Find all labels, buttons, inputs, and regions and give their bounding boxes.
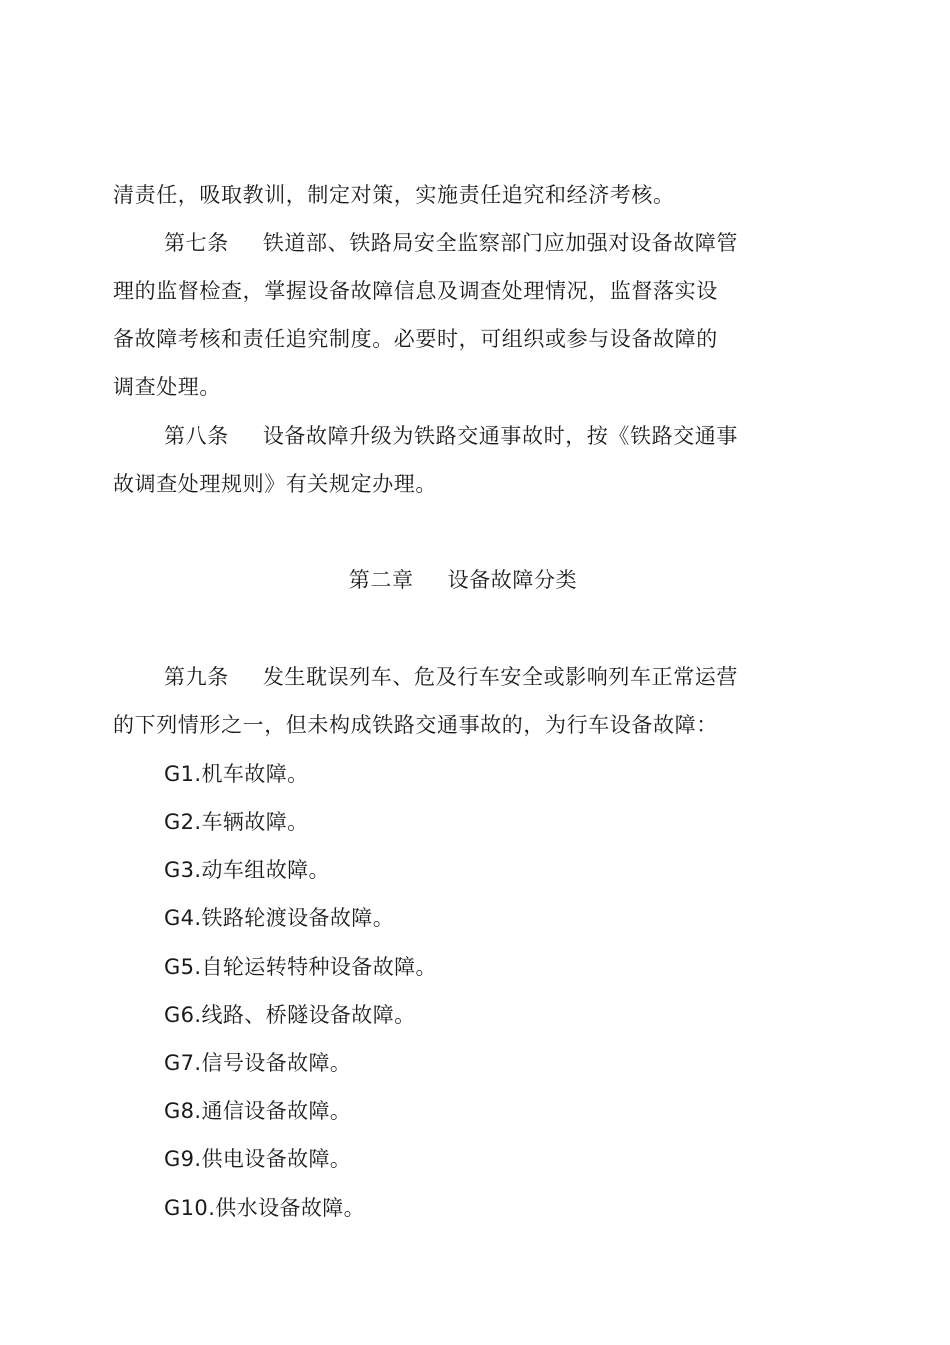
list-item: G10.供水设备故障。	[164, 1196, 366, 1220]
list-item: G2.车辆故障。	[164, 810, 309, 834]
article-9-label: 第九条	[164, 665, 229, 689]
list-item: G9.供电设备故障。	[164, 1147, 352, 1171]
article-7-line-2: 理的监督检查，掌握设备故障信息及调查处理情况，监督落实设	[113, 279, 718, 303]
article-9-line-1	[164, 663, 738, 691]
list-item: G8.通信设备故障。	[164, 1099, 352, 1123]
paragraph-continuation: 清责任，吸取教训，制定对策，实施责任追究和经济考核。	[113, 183, 675, 207]
list-item: G6.线路、桥隧设备故障。	[164, 1003, 416, 1027]
article-7-label: 第七条	[164, 231, 229, 255]
article-8-line-2: 故调查处理规则》有关规定办理。	[113, 472, 437, 496]
article-9-text-1: 发生耽误列车、危及行车安全或影响列车正常运营	[262, 665, 739, 689]
chapter-label: 第二章	[348, 568, 414, 592]
list-item: G4.铁路轮渡设备故障。	[164, 906, 395, 930]
article-8-line-1	[164, 422, 738, 450]
article-7-text-1: 铁道部、铁路局安全监察部门应加强对设备故障管	[262, 231, 739, 255]
list-item: G5.自轮运转特种设备故障。	[164, 955, 437, 979]
article-8-text-1: 设备故障升级为铁路交通事故时，按《铁路交通事	[262, 424, 739, 448]
article-7-line-1	[164, 229, 738, 257]
article-7-line-4: 调查处理。	[113, 375, 221, 399]
chapter-title: 设备故障分类	[447, 568, 578, 592]
list-item: G3.动车组故障。	[164, 858, 330, 882]
list-item: G7.信号设备故障。	[164, 1051, 352, 1075]
article-9-line-2: 的下列情形之一，但未构成铁路交通事故的，为行车设备故障：	[113, 713, 718, 737]
chapter-heading	[0, 566, 926, 594]
article-8-label: 第八条	[164, 424, 229, 448]
article-7-line-3: 备故障考核和责任追究制度。必要时，可组织或参与设备故障的	[113, 327, 718, 351]
list-item: G1.机车故障。	[164, 762, 309, 786]
